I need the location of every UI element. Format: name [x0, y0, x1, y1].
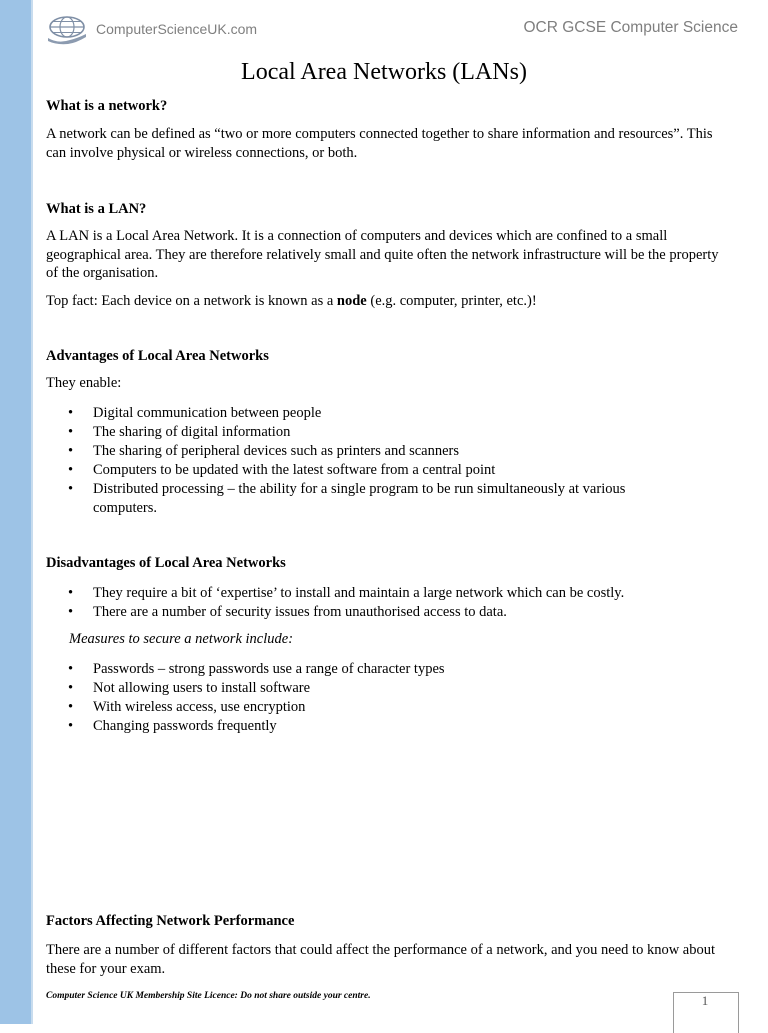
page-title: Local Area Networks (LANs) [241, 59, 527, 85]
list-item: • Not allowing users to install software [46, 679, 686, 698]
measures-list [46, 660, 686, 736]
heading-what-is-network: What is a network? [46, 98, 168, 114]
page-number: 1 [701, 993, 709, 1008]
course-name: OCR GCSE Computer Science [523, 19, 738, 36]
side-color-bar [0, 0, 31, 1024]
site-name: ComputerScienceUK.com [96, 21, 258, 37]
side-divider [31, 0, 33, 1024]
advantages-list [46, 404, 686, 518]
list-item: • There are a number of security issues from unauthorised access to data. [46, 603, 686, 622]
performance-text: There are a number of different factors that could affect the performance of a network, and you need to know about these for your exam. [46, 942, 716, 977]
network-definition: A network can be defined as “two or more computers connected together to share information and resources”. This can involve physical or wireless connections, or both. [46, 126, 713, 161]
disadvantages-list [46, 584, 686, 622]
lan-definition: A LAN is a Local Area Network. It is a connection of computers and devices which are confined to a small geographical area. They are therefore relatively small and quite often the network infrastructure will be the property of the organisation. [46, 228, 719, 281]
heading-performance: Factors Affecting Network Performance [46, 913, 295, 929]
list-item: • Computers to be updated with the latest software from a central point [46, 461, 686, 480]
advantages-intro: They enable: [46, 375, 122, 391]
list-item: • Passwords – strong passwords use a range of character types [46, 660, 686, 679]
list-item: • The sharing of peripheral devices such as printers and scanners [46, 442, 686, 461]
heading-disadvantages: Disadvantages of Local Area Networks [46, 555, 286, 571]
heading-what-is-lan: What is a LAN? [46, 201, 147, 217]
list-item: • They require a bit of ‘expertise’ to install and maintain a large network which can be costly. [46, 584, 686, 603]
top-fact-end: (e.g. computer, printer, etc.)! [366, 293, 537, 309]
licence-footer: Computer Science UK Membership Site Licence: Do not share outside your centre. [46, 991, 371, 1001]
list-item: • The sharing of digital information [46, 423, 686, 442]
list-item: • Digital communication between people [46, 404, 686, 423]
globe-hand-icon [46, 14, 88, 46]
list-item: • Distributed processing – the ability for a single program to be run simultaneously at various computers. [46, 480, 686, 517]
heading-advantages: Advantages of Local Area Networks [46, 348, 269, 364]
node-term: node [336, 293, 367, 309]
measures-label: Measures to secure a network include: [69, 631, 294, 647]
list-item: • With wireless access, use encryption [46, 698, 686, 717]
top-fact-text: Top fact: Each device on a network is known as a [46, 293, 337, 309]
list-item: • Changing passwords frequently [46, 717, 686, 736]
top-fact [46, 292, 726, 311]
